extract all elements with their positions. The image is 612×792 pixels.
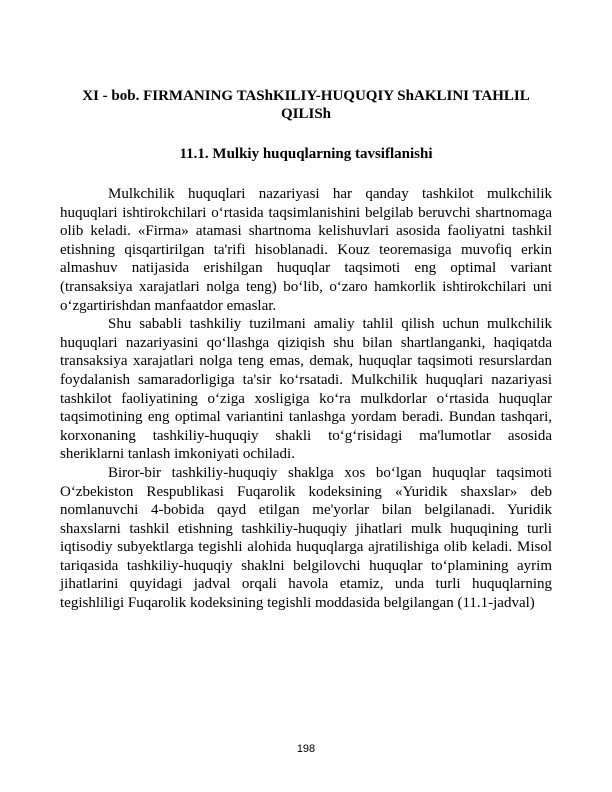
chapter-title: XI - bob. FIRMANING TAShKILIY-HUQUQIY ShAKLINI TAHLIL QILISh	[82, 88, 530, 122]
body-text	[60, 185, 552, 613]
paragraph-3: Biror-bir tashkiliy-huquqiy shaklga xos bo‘lgan huquqlar taqsimoti O‘zbekiston Respublikasi Fuqarolik kodeksining «Yuridik shaxslar» deb nomlanuvchi 4-bobida qayd etilgan me'yorlar bilan belgilanadi. Yuridik shaxslarni tashkil etishning tashkiliy-huquqiy jihatlari mulk huquqining turli iqtisodiy subyektlarga tegishli alohida huquqlarga ajratilishiga olib keladi. Misol tariqasida tashkiliy-huquqiy shaklni belgilovchi huquqlar to‘plamining ayrim jihatlarini quyidagi jadval orqali havola etamiz, unda turli huquqlarning tegishliligi Fuqarolik kodeksining tegishli moddasida belgilangan (11.1-jadval)	[60, 464, 552, 612]
page-number: 198	[296, 743, 316, 755]
paragraph-1: Mulkchilik huquqlari nazariyasi har qanday tashkilot mulkchilik huquqlari ishtirokchilari o‘rtasida taqsimlanishini belgilab beruvchi shartnomaga olib keladi. «Firma» atamasi shartnoma kelishuvlari asosida faoliyatni tashkil etishning qisqartirilgan ta'rifi hisoblanadi. Kouz teoremasiga muvofiq erkin almashuv natijasida erishilgan huquqlar taqsimoti eng optimal variant (transaksiya xarajatlari nolga teng) bo‘lib, o‘zaro hamkorlik ishtirokchilari uni o‘zgartirishdan manfaatdor emaslar.	[60, 186, 552, 314]
section-title: 11.1. Mulkiy huquqlarning tavsiflanishi	[179, 146, 433, 162]
paragraph-2: Shu sababli tashkiliy tuzilmani amaliy tahlil qilish uchun mulkchilik huquqlari nazariyasini qo‘llashga qiziqish shu bilan shartlanganki, haqiqatda transaksiya xarajatlari nolga teng emas, demak, huquqlar taqsimoti resurslardan foydalanish samaradorligiga ta'sir ko‘rsatadi. Mulkchilik huquqlari nazariyasi tashkilot faoliyatining o‘ziga xosligiga ko‘ra mulkdorlar o‘rtasida huquqlar taqsimotining eng optimal variantini tanlashga yordam beradi. Bundan tashqari, korxonaning tashkiliy-huquqiy shakli to‘g‘risidagi ma'lumotlar asosida sheriklarni tanlash imkoniyati ochiladi.	[60, 316, 552, 463]
